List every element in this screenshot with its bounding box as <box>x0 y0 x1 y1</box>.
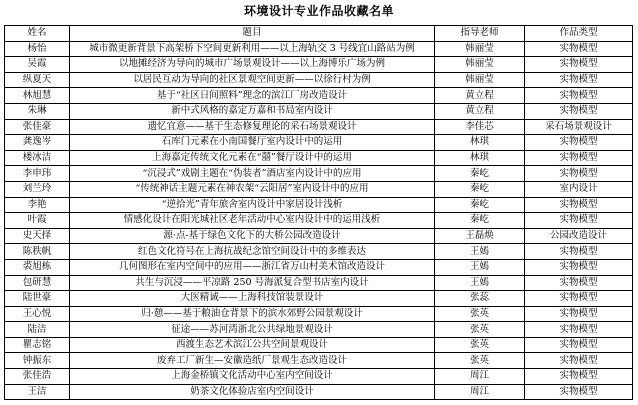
cell-advisor: 韩丽莹 <box>435 41 525 57</box>
cell-advisor: 张蕊 <box>435 291 525 307</box>
cell-topic: 几何图形在室内空间中的应用——浙江省万山村美术馆改造设计 <box>70 259 435 275</box>
cell-student-name: 包研慧 <box>5 275 70 291</box>
cell-student-name: 陆世豪 <box>5 291 70 307</box>
cell-work-type: 实物模型 <box>525 322 633 338</box>
table-row <box>5 322 633 338</box>
table-row <box>5 337 633 353</box>
table-row <box>5 103 633 119</box>
cell-advisor: 韩丽莹 <box>435 57 525 73</box>
table-row <box>5 259 633 275</box>
cell-student-name: 朱琳 <box>5 103 70 119</box>
cell-topic: 红色文化符号在上海抗战纪念馆空间设计中的多维表达 <box>70 244 435 260</box>
table-row <box>5 135 633 151</box>
cell-topic: 基于“社区日间照料”理念的滨江厂房改造设计 <box>70 88 435 104</box>
collection-table <box>4 25 633 400</box>
cell-student-name: 吴霞 <box>5 57 70 73</box>
cell-topic: 奶茶文化体验店室内空间设计 <box>70 384 435 400</box>
cell-student-name: 李艳 <box>5 197 70 213</box>
table-row <box>5 181 633 197</box>
cell-topic: “逆拾光”青年旅舍室内设计中家居设计浅析 <box>70 197 435 213</box>
cell-advisor: 韩丽莹 <box>435 72 525 88</box>
cell-work-type: 采石场景观设计 <box>525 119 633 135</box>
cell-work-type: 实物模型 <box>525 306 633 322</box>
header-work-type: 作品类型 <box>525 26 633 42</box>
cell-student-name: 叶霞 <box>5 213 70 229</box>
cell-topic: 征途——苏河湾浙北公共绿地景观设计 <box>70 322 435 338</box>
table-row <box>5 150 633 166</box>
cell-student-name: 王心悦 <box>5 306 70 322</box>
cell-advisor: 张英 <box>435 306 525 322</box>
cell-work-type: 室内设计 <box>525 181 633 197</box>
table-row <box>5 384 633 400</box>
table-row <box>5 369 633 385</box>
cell-student-name: 张佳浩 <box>5 369 70 385</box>
cell-work-type: 实物模型 <box>525 103 633 119</box>
cell-topic: “沉浸式”戏剧主题在“伪装者”酒店室内设计中的应用 <box>70 166 435 182</box>
cell-work-type: 实物模型 <box>525 72 633 88</box>
table-row <box>5 88 633 104</box>
cell-student-name: 陈秩帆 <box>5 244 70 260</box>
cell-advisor: 张英 <box>435 337 525 353</box>
cell-topic: 以地摊经济为导向的城市广场景观设计——以上海博乐广场为例 <box>70 57 435 73</box>
cell-advisor: 王嫣 <box>435 259 525 275</box>
table-row <box>5 306 633 322</box>
table-row <box>5 197 633 213</box>
cell-topic: 以居民互动为导向的社区景观空间更新——以徐行村为例 <box>70 72 435 88</box>
table-row <box>5 166 633 182</box>
header-name: 姓名 <box>5 26 70 42</box>
cell-work-type: 实物模型 <box>525 166 633 182</box>
table-header-row <box>5 26 633 42</box>
cell-topic: 情感化设计在阳光城社区老年活动中心室内设计中的运用浅析 <box>70 213 435 229</box>
cell-advisor: 林琪 <box>435 150 525 166</box>
cell-advisor: 李佳芯 <box>435 119 525 135</box>
cell-topic: 共生与沉浸——平凉路 250 号海派复合型书店室内设计 <box>70 275 435 291</box>
cell-topic: 上海金桥镇文化活动中心室内空间设计 <box>70 369 435 385</box>
cell-advisor: 王嫣 <box>435 244 525 260</box>
cell-student-name: 史天择 <box>5 228 70 244</box>
cell-advisor: 秦屹 <box>435 197 525 213</box>
cell-student-name: 林旭慧 <box>5 88 70 104</box>
cell-work-type: 实物模型 <box>525 353 633 369</box>
cell-work-type: 实物模型 <box>525 197 633 213</box>
table-row <box>5 57 633 73</box>
cell-student-name: 瞿志铭 <box>5 337 70 353</box>
cell-advisor: 张英 <box>435 353 525 369</box>
table-row <box>5 119 633 135</box>
table-row <box>5 244 633 260</box>
cell-student-name: 李申玮 <box>5 166 70 182</box>
cell-topic: 上海嘉定传统文化元素在“囍”餐厅设计中的运用 <box>70 150 435 166</box>
cell-topic: 遗忆宜意——基于生态修复理论的采石场景观设计 <box>70 119 435 135</box>
cell-student-name: 张佳豪 <box>5 119 70 135</box>
table-row <box>5 353 633 369</box>
cell-work-type: 实物模型 <box>525 275 633 291</box>
cell-work-type: 实物模型 <box>525 259 633 275</box>
cell-topic: 西渡生态艺术滨江公共空间景观设计 <box>70 337 435 353</box>
cell-student-name: 龚逸岑 <box>5 135 70 151</box>
cell-topic: 源·点-基于绿色文化下的大桥公园改造设计 <box>70 228 435 244</box>
header-topic: 题目 <box>70 26 435 42</box>
cell-student-name: 刘兰玲 <box>5 181 70 197</box>
table-row <box>5 275 633 291</box>
cell-work-type: 实物模型 <box>525 337 633 353</box>
cell-advisor: 黄立程 <box>435 103 525 119</box>
cell-topic: 新中式风格的嘉定万嘉和书局室内设计 <box>70 103 435 119</box>
cell-work-type: 实物模型 <box>525 291 633 307</box>
cell-advisor: 张英 <box>435 322 525 338</box>
cell-topic: 废弃工厂新生—安徽造纸厂景观生态改造设计 <box>70 353 435 369</box>
cell-topic: “传统神话主题元素在神农架“云阳居”室内设计中的应用 <box>70 181 435 197</box>
cell-student-name: 裘旭栋 <box>5 259 70 275</box>
cell-advisor: 周江 <box>435 369 525 385</box>
table-row <box>5 213 633 229</box>
cell-advisor: 秦屹 <box>435 166 525 182</box>
document-title: 环境设计专业作品收藏名单 <box>243 4 394 18</box>
cell-advisor: 林琪 <box>435 135 525 151</box>
cell-work-type: 实物模型 <box>525 384 633 400</box>
table-row <box>5 41 633 57</box>
cell-student-name: 楼冰洁 <box>5 150 70 166</box>
cell-student-name: 纵夏天 <box>5 72 70 88</box>
cell-advisor: 秦屹 <box>435 213 525 229</box>
cell-advisor: 周江 <box>435 384 525 400</box>
cell-topic: 归·憩——基于粮油仓背景下的滨水郊野公园景观设计 <box>70 306 435 322</box>
cell-topic: 城市微更新背景下高架桥下空间更新利用——以上海轨交 3 号线宜山路站为例 <box>70 41 435 57</box>
cell-topic: 大医精诚——上海科技馆装景设计 <box>70 291 435 307</box>
cell-work-type: 实物模型 <box>525 57 633 73</box>
cell-advisor: 王磊焕 <box>435 228 525 244</box>
table-row <box>5 291 633 307</box>
cell-advisor: 王嫣 <box>435 275 525 291</box>
header-advisor: 指导老师 <box>435 26 525 42</box>
cell-advisor: 秦屹 <box>435 181 525 197</box>
cell-student-name: 杨怡 <box>5 41 70 57</box>
table-row <box>5 228 633 244</box>
cell-student-name: 陆洁 <box>5 322 70 338</box>
table-row <box>5 72 633 88</box>
cell-student-name: 钟振东 <box>5 353 70 369</box>
cell-advisor: 黄立程 <box>435 88 525 104</box>
table-body <box>5 41 633 400</box>
cell-work-type: 公园改造设计 <box>525 228 633 244</box>
cell-work-type: 实物模型 <box>525 135 633 151</box>
cell-work-type: 实物模型 <box>525 41 633 57</box>
cell-topic: 石库门元素在小南国餐厅室内设计中的运用 <box>70 135 435 151</box>
cell-work-type: 实物模型 <box>525 150 633 166</box>
cell-work-type: 实物模型 <box>525 244 633 260</box>
cell-work-type: 实物模型 <box>525 213 633 229</box>
cell-work-type: 实物模型 <box>525 88 633 104</box>
cell-work-type: 实物模型 <box>525 369 633 385</box>
cell-student-name: 王洁 <box>5 384 70 400</box>
